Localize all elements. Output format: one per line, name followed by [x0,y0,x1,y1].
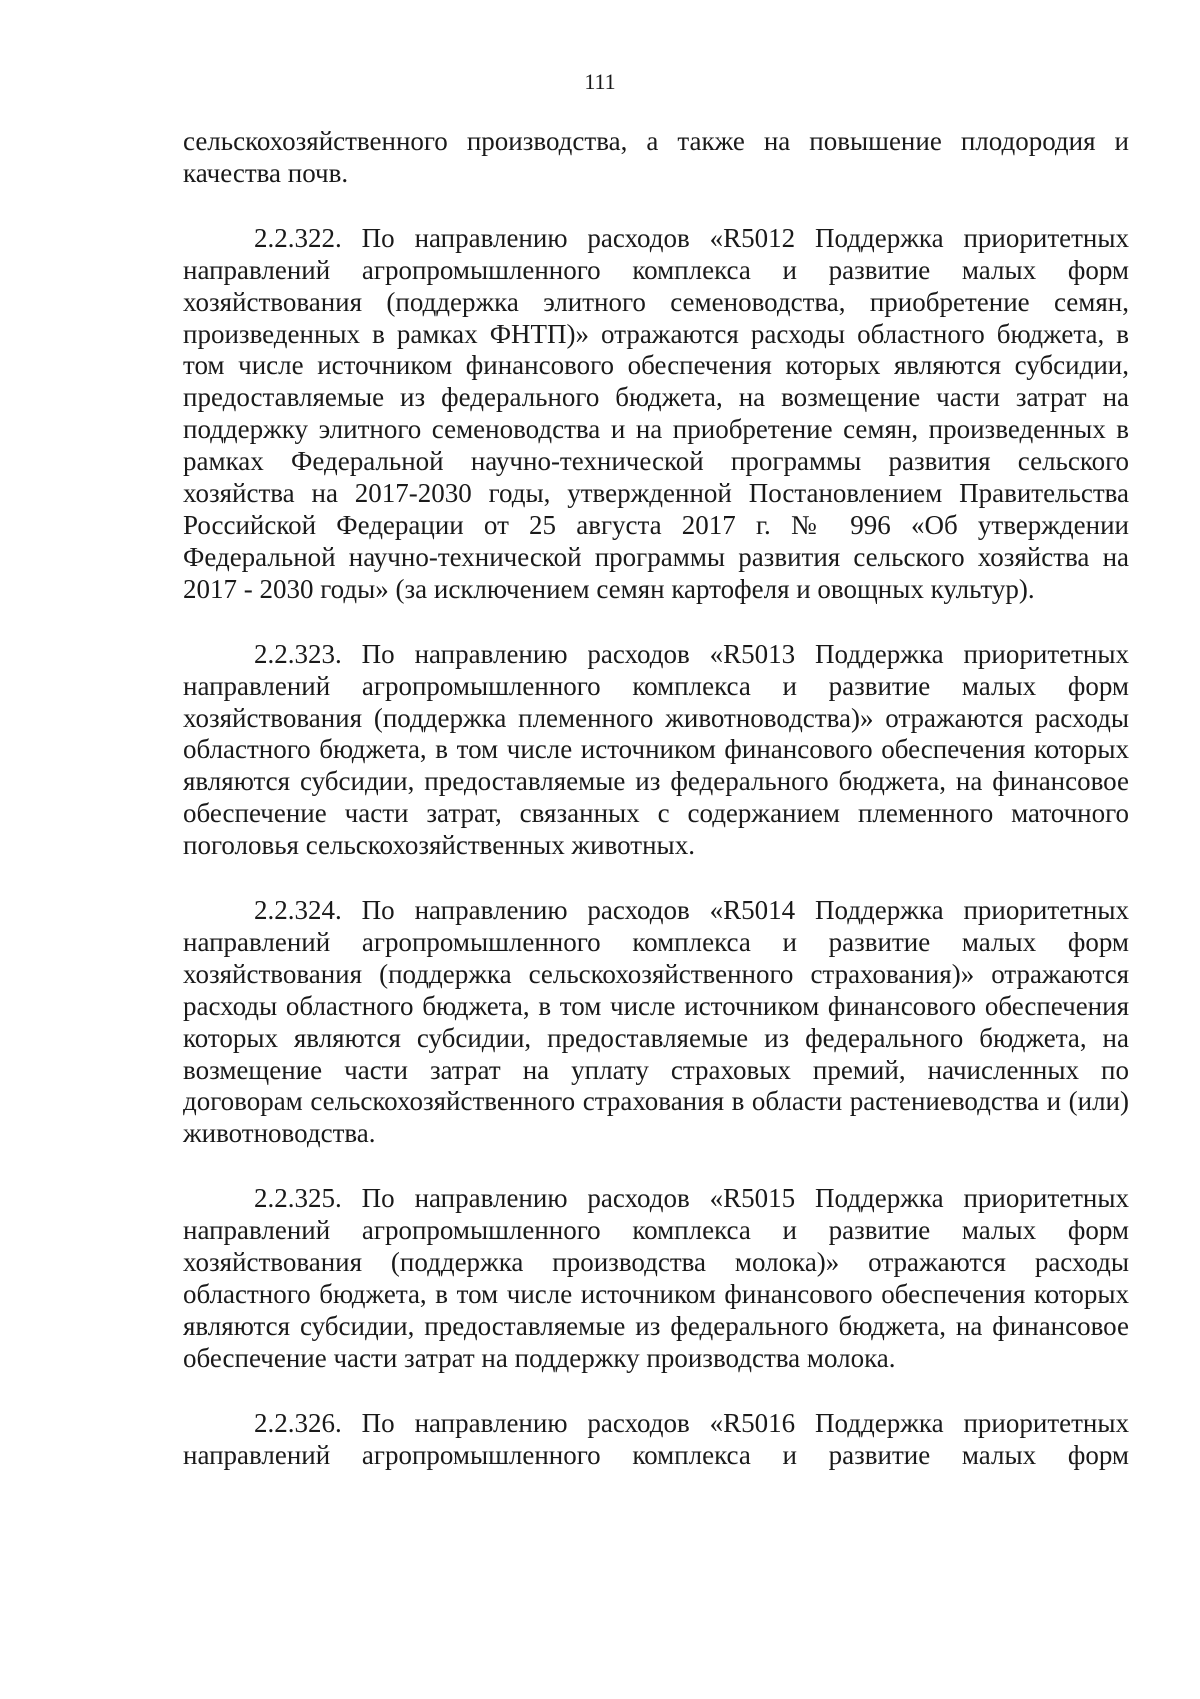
paragraph-2-2-325: 2.2.325. По направлению расходов «R5015 Поддержка приоритетных направлений агропромышленного комплекса и развитие малых форм хозяйствования (поддержка производства молока)» отражаются расходы областного бюджета, в том числе источником финансового обеспечения которых являются субсидии, предоставляемые из федерального бюджета, на финансовое обеспечение части затрат на поддержку производства молока. [183,1183,1129,1373]
document-body [183,126,1129,1472]
paragraph-gap [183,1375,1129,1408]
paragraph-2-2-322: 2.2.322. По направлению расходов «R5012 Поддержка приоритетных направлений агропромышленного комплекса и развитие малых форм хозяйствования (поддержка элитного семеноводства, приобретение семян, произведенных в рамках ФНТП)» отражаются расходы областного бюджета, в том числе источником финансового обеспечения которых являются субсидии, предоставляемые из федерального бюджета, на возмещение части затрат на поддержку элитного семеноводства и на приобретение семян, произведенных в рамках Федеральной научно-технической программы развития сельского хозяйства на 2017-2030 годы, утвержденной Постановлением Правительства Российской Федерации от 25 августа 2017 г. № 996 «Об утверждении Федеральной научно-технической программы развития сельского хозяйства на 2017 - 2030 годы» (за исключением семян картофеля и овощных культур). [183,222,1129,604]
paragraph-2-2-323: 2.2.323. По направлению расходов «R5013 Поддержка приоритетных направлений агропромышленного комплекса и развитие малых форм хозяйствования (поддержка племенного животноводства)» отражаются расходы областного бюджета, в том числе источником финансового обеспечения которых являются субсидии, предоставляемые из федерального бюджета, на финансовое обеспечение части затрат, связанных с содержанием племенного маточного поголовья сельскохозяйственных животных. [183,638,1129,861]
page-number: 111 [584,69,616,94]
paragraph-gap [183,1150,1129,1183]
paragraph-gap [183,190,1129,223]
paragraph-continuation: сельскохозяйственного производства, а также на повышение плодородия и качества почв. [183,126,1129,188]
paragraph-2-2-326: 2.2.326. По направлению расходов «R5016 Поддержка приоритетных направлений агропромышленного комплекса и развитие малых форм [183,1407,1129,1470]
paragraph-gap [183,862,1129,895]
paragraph-2-2-324: 2.2.324. По направлению расходов «R5014 Поддержка приоритетных направлений агропромышленного комплекса и развитие малых форм хозяйствования (поддержка сельскохозяйственного страхования)» отражаются расходы областного бюджета, в том числе источником финансового обеспечения которых являются субсидии, предоставляемые из федерального бюджета, на возмещение части затрат на уплату страховых премий, начисленных по договорам сельскохозяйственного страхования в области растениеводства и (или) животноводства. [183,895,1129,1149]
paragraph-gap [183,606,1129,639]
